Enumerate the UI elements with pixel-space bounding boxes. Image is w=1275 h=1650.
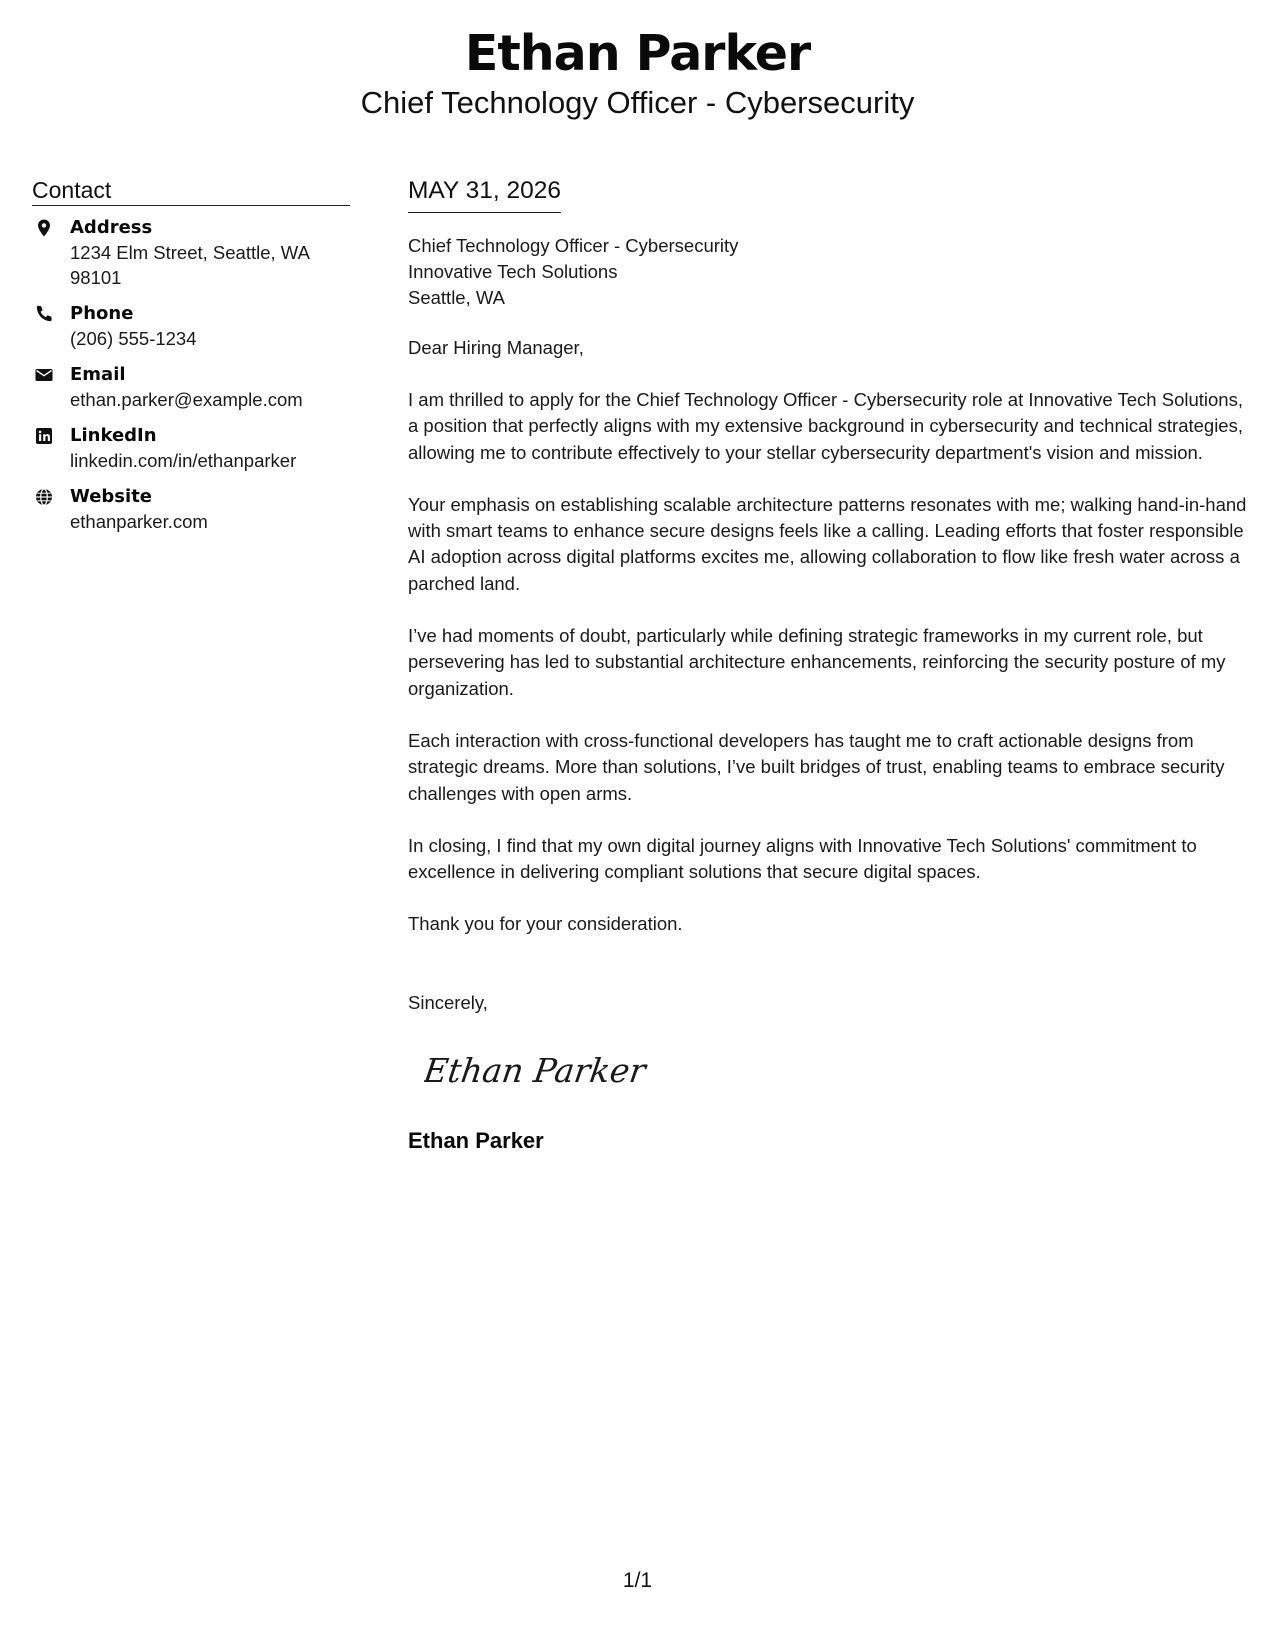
recipient-line: Innovative Tech Solutions [408,261,618,282]
address-value: 1234 Elm Street, Seattle, WA 98101 [70,242,309,288]
handwritten-signature [424,1042,664,1100]
body-paragraph: I’ve had moments of doubt, particularly while defining strategic frameworks in my current role, but persevering has led to substantial architecture enhancements, reinforcing the security posture of my organization. [408,625,1226,699]
contact-item-phone [32,302,350,351]
body-paragraph: I am thrilled to apply for the Chief Technology Officer - Cybersecurity role at Innovative Tech Solutions, a position that perfectly aligns with my extensive background in cybersecurity and technical strategies, allowing me to contribute effectively to your stellar cybersecurity department's vision and mission. [408,389,1243,463]
page-number: 1/1 [622,1569,653,1592]
contact-label: Phone [70,303,134,324]
body-paragraph: Each interaction with cross-functional developers has taught me to craft actionable designs from strategic dreams. More than solutions, I’ve built bridges of trust, enabling teams to embrace security challenges with open arms. [408,729,1225,804]
contact-sidebar [32,176,350,546]
salutation: Dear Hiring Manager, [408,337,584,358]
linkedin-value: linkedin.com/in/ethanparker [70,450,297,471]
phone-value: (206) 555-1234 [70,328,197,349]
contact-item-linkedin [32,424,350,473]
linkedin-icon [34,426,54,446]
contact-item-website [32,485,350,534]
signature-text: Ethan Parker [424,1050,649,1090]
applicant-title: Chief Technology Officer - Cybersecurity [360,85,915,120]
applicant-name: Ethan Parker [464,25,811,82]
signer-name: Ethan Parker [408,1127,544,1153]
contact-heading: Contact [32,176,350,206]
body-paragraph: Thank you for your consideration. [408,913,683,935]
body-paragraph: In closing, I find that my own digital journey aligns with Innovative Tech Solutions' commitment to excellence in delivering compliant solutions that secure digital spaces. [408,834,1197,883]
contact-label: Address [70,217,153,238]
contact-item-email [32,363,350,412]
email-value: ethan.parker@example.com [70,389,303,410]
phone-icon [34,304,54,324]
recipient-line: Seattle, WA [408,287,505,308]
website-value: ethanparker.com [70,511,208,532]
closing: Sincerely, [408,991,488,1013]
recipient-line: Chief Technology Officer - Cybersecurity [408,235,739,256]
body-paragraph: Your emphasis on establishing scalable architecture patterns resonates with me; walking hand-in-hand with smart teams to enhance secure designs feels like a calling. Leading efforts that foster responsible AI adoption across digital platforms excites me, allowing collaboration to flow like fresh water across a parched land. [408,493,1247,594]
map-pin-icon [34,218,54,238]
letter-date: MAY 31, 2026 [408,176,561,213]
contact-label: Email [70,364,126,385]
contact-label: Website [70,486,153,507]
contact-item-address [32,216,350,290]
letter-body [408,176,1248,1155]
globe-icon [34,487,54,507]
contact-list [32,216,350,534]
envelope-icon [34,365,54,385]
recipient-block [408,233,1248,311]
letter-header [0,24,1275,122]
contact-label: LinkedIn [70,425,157,446]
